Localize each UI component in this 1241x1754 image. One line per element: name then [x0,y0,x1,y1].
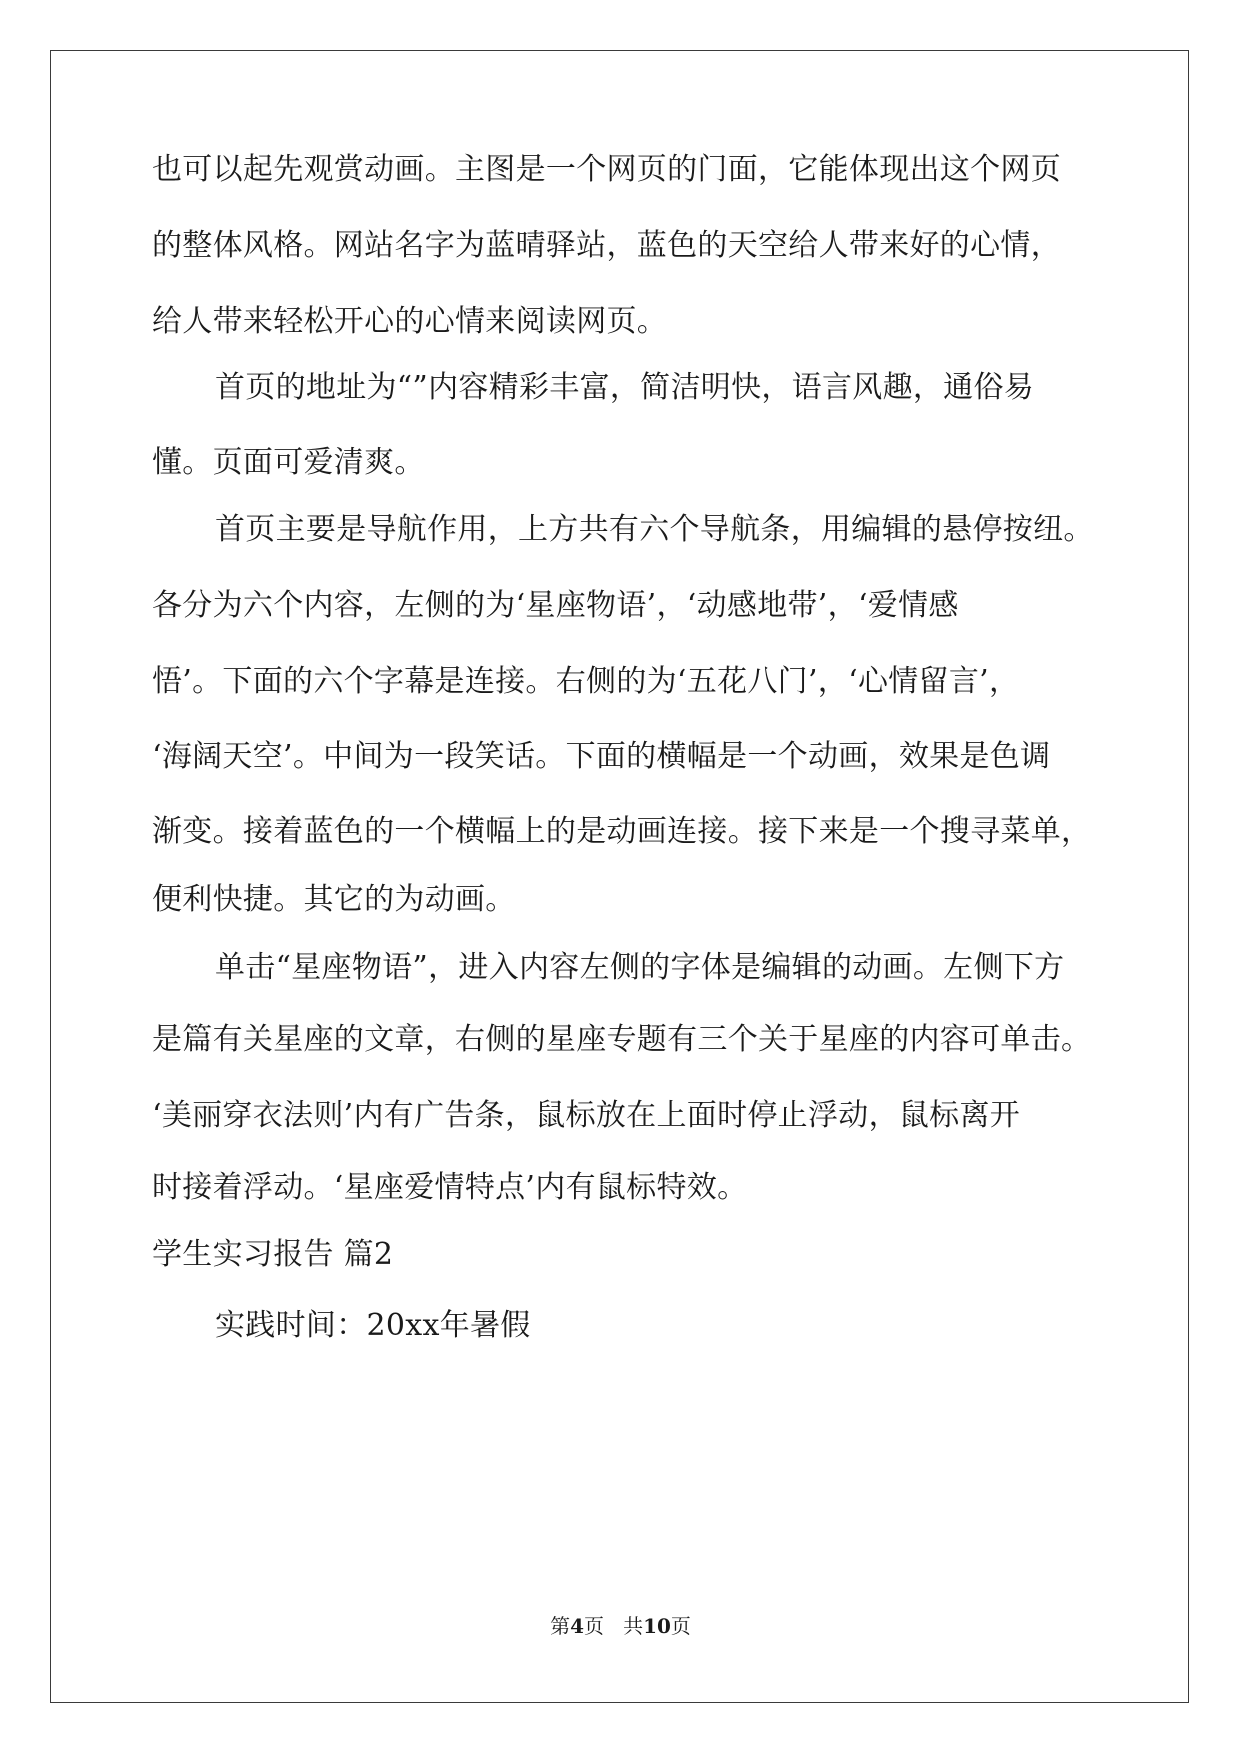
paragraph-line: ‘海阔天空’。中间为一段笑话。下面的横幅是一个动画，效果是色调 [152,739,1051,774]
paragraph-line: 是篇有关星座的文章，右侧的星座专题有三个关于星座的内容可单击。 [152,1022,1092,1057]
paragraph-line: 首页主要是导航作用，上方共有六个导航条，用编辑的悬停按纽。 [215,512,1094,547]
total-suffix: 页 [670,1614,691,1638]
page-prefix: 第 [550,1614,571,1638]
paragraph-line: 给人带来轻松开心的心情来阅读网页。 [152,304,668,339]
page-footer [0,1613,1241,1639]
page-suffix: 页 [584,1614,604,1638]
page-border [50,50,1189,1703]
paragraph-line: 便利快捷。其它的为动画。 [152,882,516,917]
paragraph-line: ‘美丽穿衣法则’内有广告条，鼠标放在上面时停止浮动，鼠标离开 [152,1098,1021,1133]
paragraph-line: 悟’。下面的六个字幕是连接。右侧的为‘五花八门’，‘心情留言’， [152,664,1020,699]
practice-time: 实践时间：20xx年暑假 [215,1308,531,1343]
paragraph-line: 各分为六个内容，左侧的为‘星座物语’，‘动感地带’，‘爱情感 [152,588,959,623]
section-heading: 学生实习报告 篇2 [152,1237,394,1272]
paragraph-line: 也可以起先观赏动画。主图是一个网页的门面，它能体现出这个网页 [152,152,1061,187]
total-pages: 10 [643,1614,671,1638]
page-number: 4 [570,1614,584,1638]
total-prefix: 共 [623,1614,644,1638]
paragraph-line: 单击“星座物语”，进入内容左侧的字体是编辑的动画。左侧下方 [215,950,1065,985]
paragraph-line: 的整体风格。网站名字为蓝晴驿站，蓝色的天空给人带来好的心情， [152,228,1061,263]
paragraph-line: 渐变。接着蓝色的一个横幅上的是动画连接。接下来是一个搜寻菜单， [152,814,1092,849]
paragraph-line: 首页的地址为“”内容精彩丰富，简洁明快，语言风趣，通俗易 [215,370,1035,405]
paragraph-line: 时接着浮动。‘星座爱情特点’内有鼠标特效。 [152,1170,748,1205]
paragraph-line: 懂。页面可爱清爽。 [152,445,425,480]
